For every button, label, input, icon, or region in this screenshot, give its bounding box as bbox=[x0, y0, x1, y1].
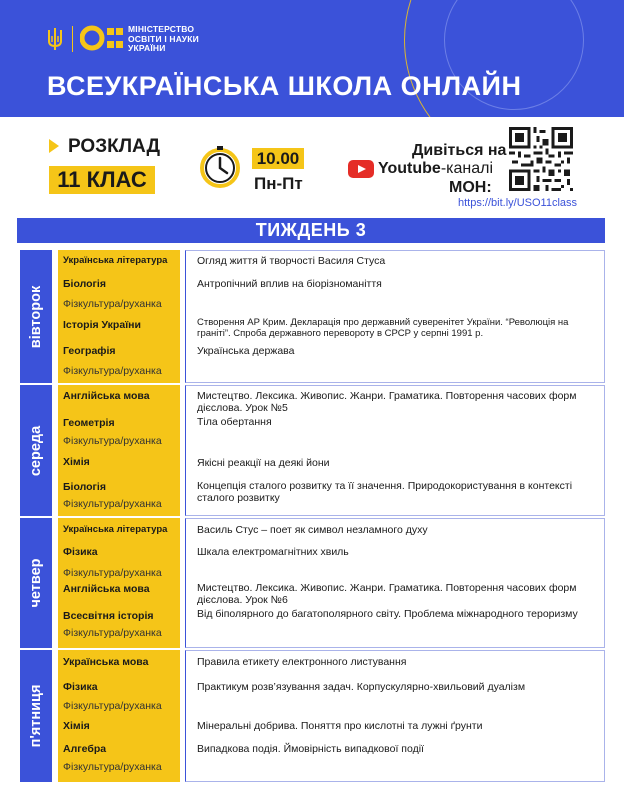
subject-name: Фізкультура/руханка bbox=[63, 435, 162, 447]
qr-code-icon[interactable] bbox=[509, 127, 573, 191]
day-block-thursday bbox=[17, 515, 605, 648]
lesson-topic: Мистецтво. Лексика. Живопис. Жанри. Граматика. Повторення часових форм дієслова. Урок №5 bbox=[197, 390, 577, 414]
subjects-panel bbox=[58, 385, 180, 516]
channel-link[interactable]: https://bit.ly/USO11class bbox=[458, 197, 578, 209]
lesson-topic: Мистецтво. Лексика. Живопис. Жанри. Граматика. Повторення часових форм дієслова. Урок №6 bbox=[197, 582, 577, 606]
class-badge: 11 КЛАС bbox=[49, 166, 155, 194]
subject-name: Українська література bbox=[63, 255, 168, 266]
subject-name: Англійська мова bbox=[63, 583, 150, 595]
day-label-box bbox=[20, 250, 52, 383]
subject-name: Фізкультура/руханка bbox=[63, 700, 162, 712]
lesson-topic: Створення АР Крим. Декларація про державний суверенітет України. “Революція на граніті”. Спроба державного перевороту в СРСР у серпні 1991 р. bbox=[197, 317, 569, 339]
header-banner bbox=[0, 0, 624, 117]
subject-name: Фізкультура/руханка bbox=[63, 365, 162, 377]
channel-line bbox=[378, 160, 493, 178]
schedule-grid bbox=[17, 247, 605, 787]
lesson-topic: Випадкова подія. Ймовірність випадкової події bbox=[197, 743, 424, 755]
day-block-wednesday bbox=[17, 382, 605, 516]
day-label: вівторок bbox=[28, 285, 44, 348]
ministry-line: ОСВІТИ І НАУКИ bbox=[128, 33, 199, 44]
subject-name: Фізика bbox=[63, 546, 98, 558]
time-badge: 10.00 bbox=[252, 148, 304, 169]
subject-name: Всесвітня історія bbox=[63, 610, 154, 622]
day-label-box bbox=[20, 650, 52, 782]
subject-name: Географія bbox=[63, 345, 116, 357]
day-label: п'ятниця bbox=[28, 684, 44, 748]
lesson-topic: Василь Стус – поет як символ незламного духу bbox=[197, 524, 428, 536]
lesson-topic: Антропічний вплив на біорізноманіття bbox=[197, 278, 382, 290]
subject-name: Хімія bbox=[63, 720, 90, 732]
days-label: Пн-Пт bbox=[254, 174, 303, 193]
clock-icon bbox=[198, 145, 242, 189]
lesson-topic: Практикум розв’язування задач. Корпускулярно-хвильовий дуалізм bbox=[197, 681, 526, 693]
lesson-topic: Якісні реакції на деякі йони bbox=[197, 457, 330, 469]
ministry-line: МІНІСТЕРСТВО bbox=[128, 24, 195, 34]
subject-name: Фізкультура/руханка bbox=[63, 761, 162, 773]
day-block-tuesday bbox=[17, 247, 605, 383]
lesson-topic: Від біполярного до багатополярного світу. Проблема міжнародного тероризму bbox=[197, 608, 578, 620]
subject-name: Фізкультура/руханка bbox=[63, 298, 162, 310]
day-label-box bbox=[20, 385, 52, 516]
watch-label: Дивіться на bbox=[412, 142, 507, 159]
logo-divider bbox=[72, 26, 73, 52]
day-block-friday bbox=[17, 647, 605, 782]
lesson-topic: Огляд життя й творчості Василя Стуса bbox=[197, 255, 386, 267]
lesson-topic: Українська держава bbox=[197, 345, 295, 357]
lesson-topic: Правила етикету електронного листування bbox=[197, 656, 407, 668]
subject-name: Фізика bbox=[63, 681, 98, 693]
day-label: середа bbox=[28, 425, 44, 476]
lesson-topic: Мінеральні добрива. Поняття про кислотні та лужні ґрунти bbox=[197, 720, 483, 732]
subject-name: Біологія bbox=[63, 481, 106, 493]
page-title: ВСЕУКРАЇНСЬКА ШКОЛА ОНЛАЙН bbox=[47, 71, 522, 101]
mon-label: МОН: bbox=[449, 179, 492, 196]
week-title: ТИЖДЕНЬ 3 bbox=[17, 218, 605, 243]
subjects-panel bbox=[58, 250, 180, 383]
ministry-line: УКРАЇНИ bbox=[128, 43, 166, 53]
lesson-topic: Тіла обертання bbox=[197, 416, 272, 428]
ministry-name bbox=[128, 25, 199, 54]
trident-icon bbox=[46, 27, 64, 51]
arrow-right-icon bbox=[49, 139, 59, 153]
subject-name: Фізкультура/руханка bbox=[63, 627, 162, 639]
subject-name: Хімія bbox=[63, 456, 90, 468]
day-label-box bbox=[20, 518, 52, 648]
subject-name: Історія України bbox=[63, 319, 141, 331]
lesson-topic: Шкала електромагнітних хвиль bbox=[197, 546, 349, 558]
subject-name: Англійська мова bbox=[63, 390, 150, 402]
subject-name: Біологія bbox=[63, 278, 106, 290]
ministry-logo-icon bbox=[80, 25, 124, 51]
channel-suffix: -каналі bbox=[440, 160, 494, 177]
day-label: четвер bbox=[28, 558, 44, 608]
youtube-icon bbox=[348, 160, 374, 178]
subject-name: Алгебра bbox=[63, 743, 107, 755]
subject-name: Українська література bbox=[63, 524, 168, 535]
topics-panel bbox=[185, 650, 605, 782]
subject-name: Геометрія bbox=[63, 417, 115, 429]
schedule-label: РОЗКЛАД bbox=[68, 136, 160, 157]
youtube-word: Youtube bbox=[378, 160, 441, 177]
subject-name: Українська мова bbox=[63, 656, 149, 668]
subject-name: Фізкультура/руханка bbox=[63, 567, 162, 579]
subject-name: Фізкультура/руханка bbox=[63, 498, 162, 510]
lesson-topic: Концепція сталого розвитку та її значення. Природокористування в контексті сталого розвитку bbox=[197, 480, 573, 504]
